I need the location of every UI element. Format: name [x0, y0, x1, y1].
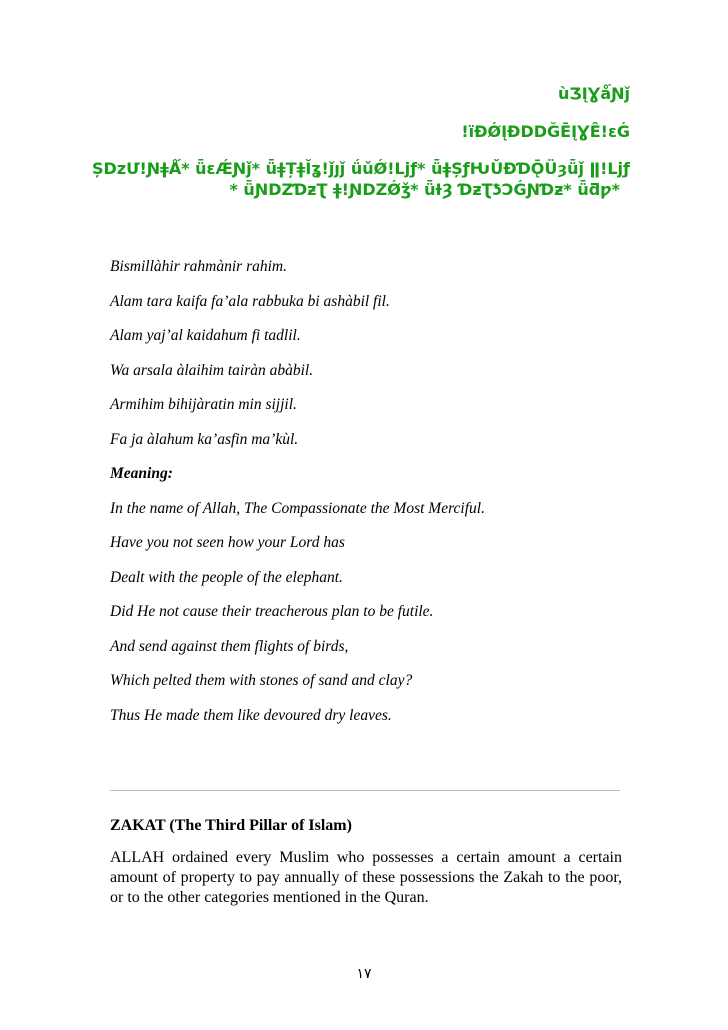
meaning-line: Which pelted them with stones of sand and clay? [110, 672, 413, 689]
meaning-heading: Meaning: [110, 465, 173, 482]
meaning-line: Have you not seen how your Lord has [110, 534, 345, 551]
transliteration-line: Wa arsala àlaihim tairàn abàbil. [110, 361, 314, 379]
meaning-line: Thus He made them like devoured dry leaves. [110, 706, 392, 724]
meaning-line: In the name of Allah, The Compassionate the Most Merciful. [110, 499, 485, 517]
transliteration-line: Alam tara kaifa fa’ala rabbuka bi ashàbil fil. [110, 292, 390, 310]
meaning-line: And send against them flights of birds, [110, 637, 349, 655]
page-number: ١٧ [356, 966, 372, 982]
section-paragraph: ALLAH ordained every Muslim who possesses a certain amount a certain amount of property to pay annually of these possessions the Zakah to the poor, or to the other categories mentioned in the Quran. [110, 849, 622, 906]
section-divider [110, 790, 620, 791]
transliteration-line: Bismillàhir rahmànir rahim. [110, 258, 287, 275]
transliteration-line: Alam yaj’al kaidahum fi tadlil. [110, 327, 301, 344]
arabic-line-4: * ǖƝǱƊƶƮ ǂ!ƝǱǾǯ* ǖƗȜ ƊƶƮƾƆǴƝƊƶ* ǖƌƿ* [229, 180, 620, 199]
transliteration-line: Armihim bihijàratin min sijjil. [110, 396, 297, 413]
arabic-line-1: ùƷĮƔǻƝǰ [557, 84, 630, 103]
transliteration-line: Fa ja àlahum ka’asfin ma’kùl. [110, 430, 299, 448]
arabic-line-2: !ïĐǾĮĐDDĞĒĮƔÊ!ɛǴ [461, 122, 630, 141]
verse-lines [110, 258, 630, 741]
meaning-line: Did He not cause their treacherous plan to be futile. [110, 603, 434, 620]
meaning-line: Dealt with the people of the elephant. [110, 568, 343, 586]
section-title: ZAKAT (The Third Pillar of Islam) [110, 817, 352, 834]
arabic-line-3: ȘǲƯ!ƝǂǺ* ǖɛǼƝǰ* ǖǂȚǂĬʓ!ǰȷǰ ǘǔǾ!ǈƒ* ǖǂȘƒǶǓƉƊǬǗȝǖǰ ǁ!ǈƒ [91, 159, 630, 178]
